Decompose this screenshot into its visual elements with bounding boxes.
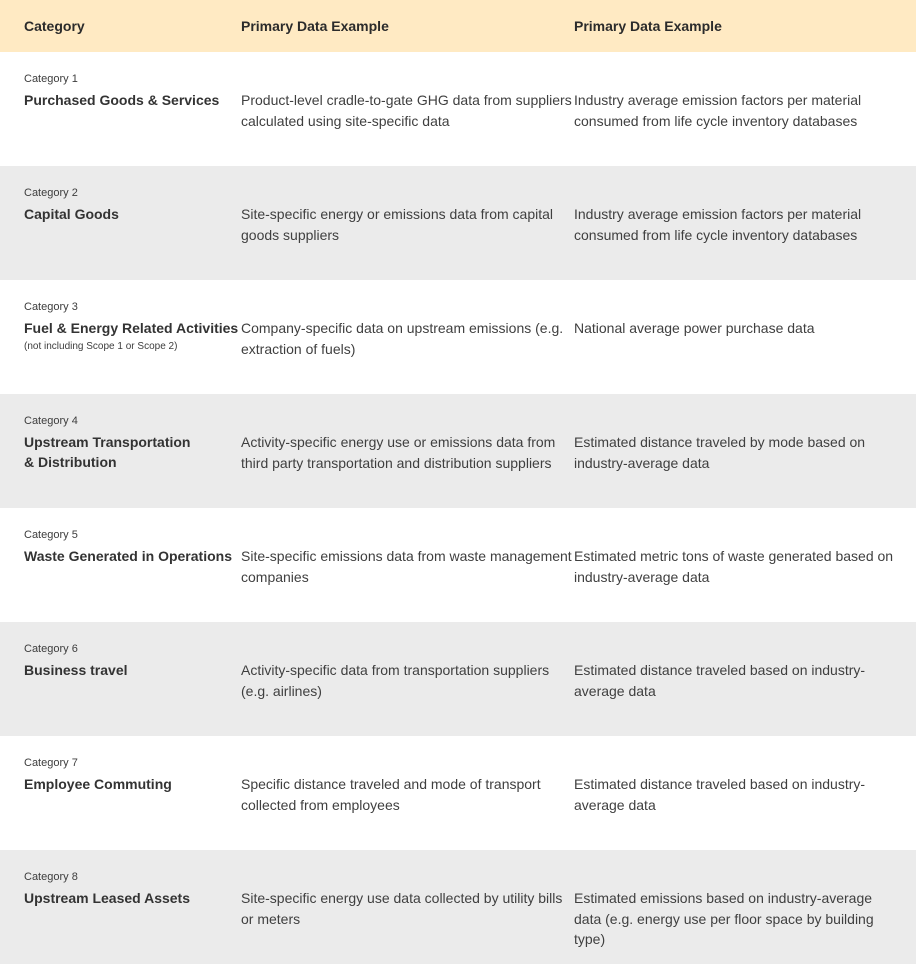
category-number: Category 8 xyxy=(24,871,78,883)
category-cell xyxy=(0,870,241,964)
header-category: Category xyxy=(24,18,85,34)
table-row xyxy=(0,736,916,850)
secondary-data-text: National average power purchase data xyxy=(574,320,815,336)
secondary-data-text: Industry average emission factors per material consumed from life cycle inventory databases xyxy=(574,92,862,129)
secondary-data-text: Estimated distance traveled based on industry-average data xyxy=(574,662,866,699)
category-number: Category 7 xyxy=(24,757,78,769)
category-number: Category 1 xyxy=(24,73,78,85)
table-row xyxy=(0,394,916,508)
secondary-data-text: Estimated distance traveled by mode based on industry-average data xyxy=(574,434,866,471)
primary-data-text: Site-specific energy use data collected by utility bills or meters xyxy=(241,890,563,927)
primary-data-text: Company-specific data on upstream emissions (e.g. extraction of fuels) xyxy=(241,320,564,357)
category-number: Category 5 xyxy=(24,529,78,541)
table-row xyxy=(0,622,916,736)
table-header xyxy=(0,0,916,52)
primary-data-text: Site-specific energy or emissions data from capital goods suppliers xyxy=(241,206,554,243)
category-cell xyxy=(0,300,241,394)
category-name: Employee Commuting xyxy=(24,776,172,792)
primary-data-text: Activity-specific data from transportation suppliers (e.g. airlines) xyxy=(241,662,550,699)
category-name: Purchased Goods & Services xyxy=(24,92,220,108)
category-cell xyxy=(0,756,241,850)
secondary-data-text: Estimated metric tons of waste generated based on industry-average data xyxy=(574,548,894,585)
header-secondary-data-example: Primary Data Example xyxy=(574,18,722,34)
category-cell xyxy=(0,72,241,166)
category-name: Business travel xyxy=(24,662,128,678)
category-name: Upstream Leased Assets xyxy=(24,890,191,906)
category-note: (not including Scope 1 or Scope 2) xyxy=(24,341,178,352)
category-name: Waste Generated in Operations xyxy=(24,548,232,564)
category-cell xyxy=(0,528,241,622)
category-number: Category 6 xyxy=(24,643,78,655)
header-primary-data-example: Primary Data Example xyxy=(241,18,389,34)
secondary-data-text: Industry average emission factors per material consumed from life cycle inventory databases xyxy=(574,206,862,243)
primary-data-text: Site-specific emissions data from waste management companies xyxy=(241,548,572,585)
secondary-data-text: Estimated emissions based on industry-average data (e.g. energy use per floor space by building type) xyxy=(574,890,874,947)
primary-data-text: Activity-specific energy use or emissions data from third party transportation and distribution suppliers xyxy=(241,434,556,471)
table-row xyxy=(0,850,916,964)
category-name: Fuel & Energy Related Activities xyxy=(24,320,239,336)
category-number: Category 4 xyxy=(24,415,78,427)
table-row xyxy=(0,52,916,166)
table-row xyxy=(0,508,916,622)
primary-data-text: Specific distance traveled and mode of transport collected from employees xyxy=(241,776,541,813)
table-row xyxy=(0,166,916,280)
category-number: Category 3 xyxy=(24,301,78,313)
primary-data-text: Product-level cradle-to-gate GHG data from suppliers calculated using site-specific data xyxy=(241,92,572,129)
table-row xyxy=(0,280,916,394)
category-cell xyxy=(0,414,241,508)
category-name: Upstream Transportation & Distribution xyxy=(24,434,191,470)
category-cell xyxy=(0,642,241,736)
secondary-data-text: Estimated distance traveled based on industry-average data xyxy=(574,776,866,813)
category-cell xyxy=(0,186,241,280)
category-number: Category 2 xyxy=(24,187,78,199)
category-name: Capital Goods xyxy=(24,206,119,222)
